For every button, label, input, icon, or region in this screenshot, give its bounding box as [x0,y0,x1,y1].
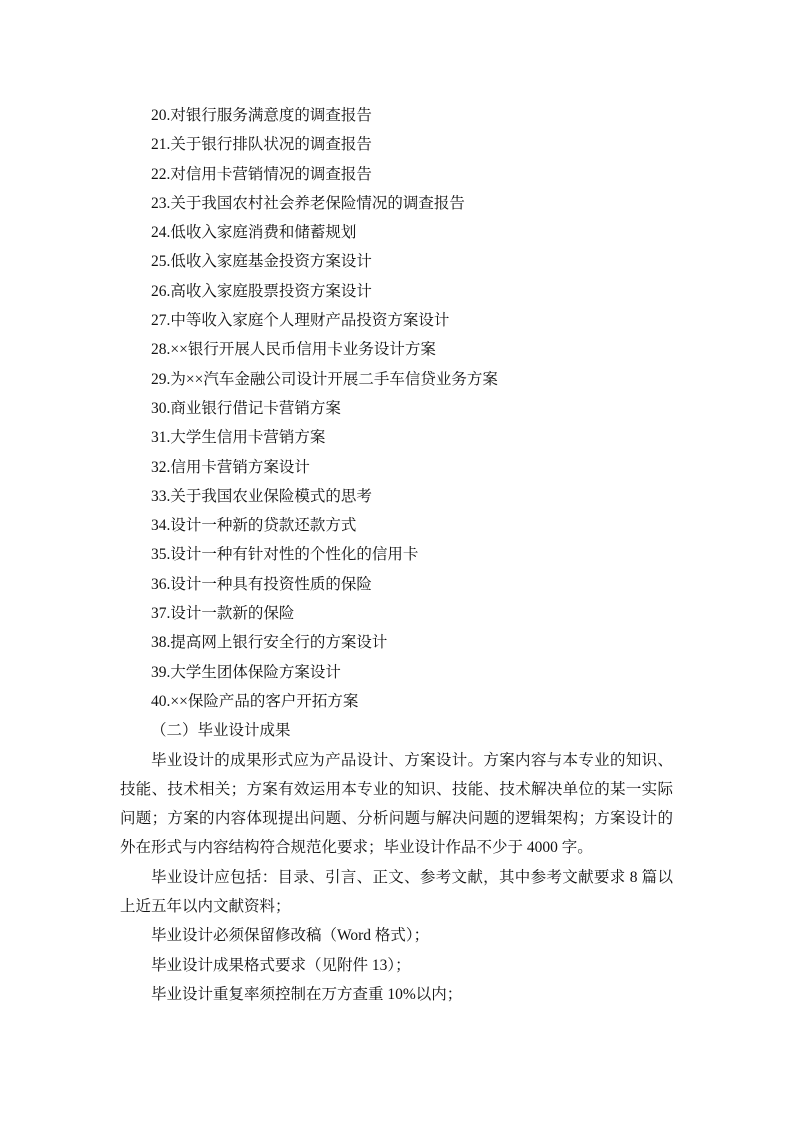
paragraph-line: 毕业设计成果格式要求（见附件 13）； [151,956,411,974]
paragraph-contents-required [120,863,673,922]
topic-list-item: 36.设计一种具有投资性质的保险 [151,575,372,593]
paragraph-line: 毕业设计的成果形式应为产品设计、方案设计。方案内容与本专业的知识、 [151,751,673,769]
topic-list-item: 20.对银行服务满意度的调查报告 [151,107,372,124]
topic-list-item: 38.提高网上银行安全行的方案设计 [151,634,388,652]
document-body [120,101,673,1009]
topic-list-item: 29.为××汽车金融公司设计开展二手车信贷业务方案 [151,370,498,388]
paragraph-plagiarism-limit [120,980,673,1009]
topic-list-item: 22.对信用卡营销情况的调查报告 [151,165,372,183]
topic-list-item: 24.低收入家庭消费和储蓄规划 [151,224,357,242]
topic-list-item: 30.商业银行借记卡营销方案 [151,399,341,417]
topic-list-item: 21.关于银行排队状况的调查报告 [151,136,372,154]
paragraph-line: 问题；方案的内容体现提出问题、分析问题与解决问题的逻辑架构；方案设计的 [120,810,673,828]
topic-list-item: 37.设计一款新的保险 [151,605,295,623]
paragraph-line: 毕业设计重复率须控制在万方查重 10%以内； [151,985,463,1003]
section-heading: （二）毕业设计成果 [151,722,291,740]
topic-list-item: 32.信用卡营销方案设计 [151,458,310,476]
topic-list-item: 40.××保险产品的客户开拓方案 [151,692,359,710]
topic-list-item: 35.设计一种有针对性的个性化的信用卡 [151,546,419,564]
topic-list [120,101,673,716]
topic-list-item: 28.××银行开展人民币信用卡业务设计方案 [151,341,436,359]
topic-list-item: 31.大学生信用卡营销方案 [151,429,326,447]
topic-list-item: 34.设计一种新的贷款还款方式 [151,517,357,535]
topic-list-item: 25.低收入家庭基金投资方案设计 [151,253,372,271]
paragraph-line: 上近五年以内文献资料； [120,898,291,916]
topic-list-item: 27.中等收入家庭个人理财产品投资方案设计 [151,312,450,330]
paragraph-draft-retention [120,921,673,950]
paragraph-format-requirement [120,951,673,980]
topic-list-item: 23.关于我国农村社会养老保险情况的调查报告 [151,194,465,212]
paragraph-line: 毕业设计应包括：目录、引言、正文、参考文献，其中参考文献要求 8 篇以 [151,868,673,886]
paragraph-deliverable-form [120,746,673,863]
topic-list-item: 26.高收入家庭股票投资方案设计 [151,282,372,300]
paragraph-line: 毕业设计必须保留修改稿（Word 格式）； [151,927,430,945]
paragraph-line: 技能、技术相关；方案有效运用本专业的知识、技能、技术解决单位的某一实际 [120,780,673,798]
topic-list-item: 39.大学生团体保险方案设计 [151,663,341,681]
topic-list-item: 33.关于我国农业保险模式的思考 [151,487,372,505]
paragraph-line: 外在形式与内容结构符合规范化要求；毕业设计作品不少于 4000 字。 [120,839,593,857]
